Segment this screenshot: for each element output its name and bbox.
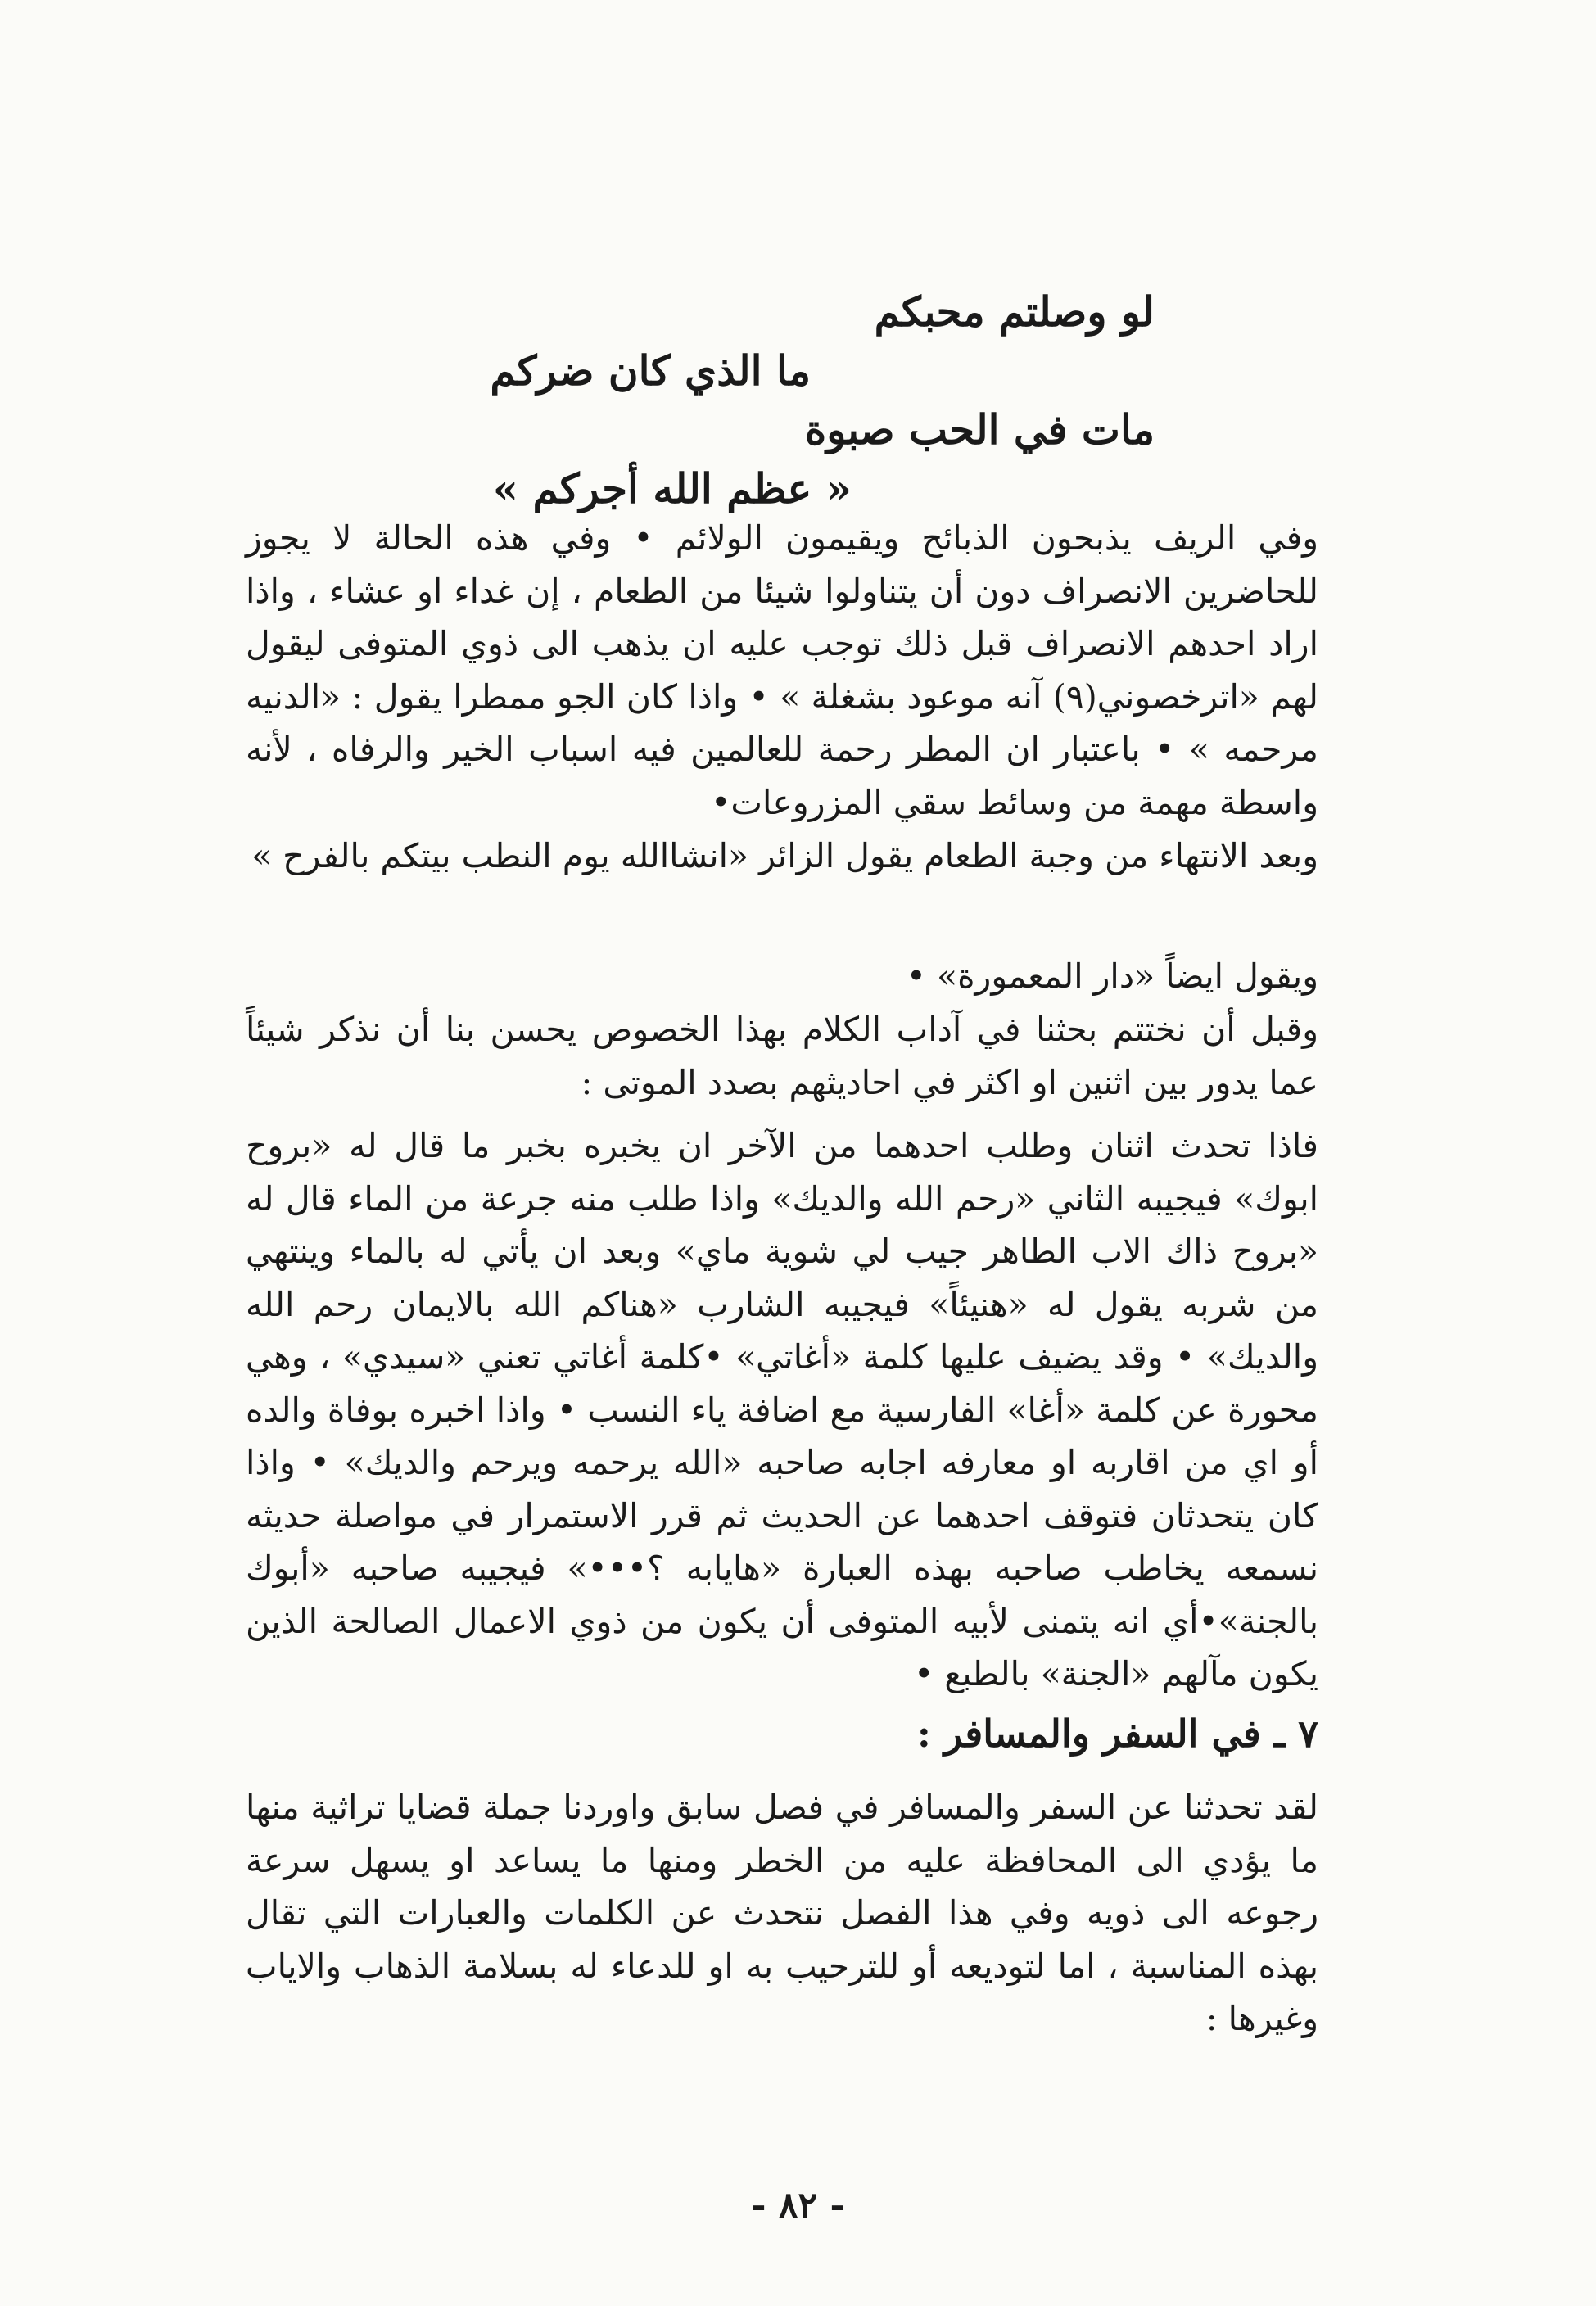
paragraph-conversation-examples: فاذا تحدث اثنان وطلب احدهما من الآخر ان يخبره بخبر ما قال له «بروح ابوك» فيجيبه الثاني «رحم الله والديك» واذا طلب منه جرعة من الماء قال له «بروح ذاك الاب الطاهر جيب لي شوية ماي» وبعد ان يأتي له بالماء وينتهي من شربه يقول له «هنيئاً» فيجيبه الشارب «هناكم الله بالايمان رحم الله والديك» • وقد يضيف عليها كلمة «أغاتي» •كلمة أغاتي تعني «سيدي» ، وهي محورة عن كلمة «أغا» الفارسية مع اضافة ياء النسب • واذا اخبره بوفاة والده أو اي من اقاربه او معارفه اجابه صاحبه «الله يرحمه ويرحم والديك» • واذا كان يتحدثان فتوقف احدهما عن الحديث ثم قرر الاستمرار في مواصلة حديثه نسمعه يخاطب صاحبه بهذه العبارة «هايابه ؟•••» فيجيبه صاحبه «أبوك بالجنة»•أي انه يتمنى لأبيه المتوفى أن يكون من ذوي الاعمال الصالحة الذين يكون مآلهم «الجنة» بالطبع • bbox=[246, 1126, 1318, 1693]
paragraph-travel: لقد تحدثنا عن السفر والمسافر في فصل سابق واوردنا جملة قضايا تراثية منها ما يؤدي الى المحافظة عليه من الخطر ومنها ما يساعد او يسهل سرعة رجوعه الى ذويه وفي هذا الفصل نتحدث عن الكلمات والعبارات التي تقال بهذه المناسبة ، اما لتوديعه أو للترحيب به او للدعاء له بسلامة الذهاب والاياب وغيرها : bbox=[246, 1788, 1318, 2038]
section-heading-travel: ٧ ـ في السفر والمسافر : bbox=[916, 1711, 1318, 1756]
poem-line-1: لو وصلتم محبكم bbox=[874, 287, 1155, 336]
paragraph-after-meal: وبعد الانتهاء من وجبة الطعام يقول الزائر «انشاالله يوم النطب بيتكم بالفرح » bbox=[251, 836, 1318, 875]
poem-line-2: ما الذي كان ضركم bbox=[490, 346, 811, 395]
poem-stanza bbox=[246, 283, 1155, 518]
poem-line-3: مات في الحب صبوة bbox=[805, 405, 1155, 454]
paragraph-conversation-intro: وقبل أن نختتم بحثنا في آداب الكلام بهذا الخصوص يحسن بنا أن نذكر شيئاً عما يدور بين اثنين او اكثر في احاديثهم بصدد الموتى : bbox=[246, 1010, 1318, 1102]
paragraph-rural-feasts: وفي الريف يذبحون الذبائح ويقيمون الولائم • وفي هذه الحالة لا يجوز للحاضرين الانصراف دون أن يتناولوا شيئا من الطعام ، إن غداء او عشاء ، واذا اراد احدهم الانصراف قبل ذلك توجب عليه ان يذهب الى ذوي المتوفى ليقول لهم «اترخصوني(٩) آنه موعود بشغلة » • واذا كان الجو ممطرا يقول : «الدنيه مرحمه » • باعتبار ان المطر رحمة للعالمين فيه اسباب الخير والرفاه ، لأنه واسطة مهمة من وسائط سقي المزروعات• bbox=[246, 518, 1318, 822]
paragraph-dar-maamoura: ويقول ايضاً «دار المعمورة» • bbox=[906, 956, 1318, 996]
page-number: - ٨٢ - bbox=[751, 2185, 845, 2227]
poem-line-4: « عظم الله أجركم » bbox=[492, 464, 852, 513]
